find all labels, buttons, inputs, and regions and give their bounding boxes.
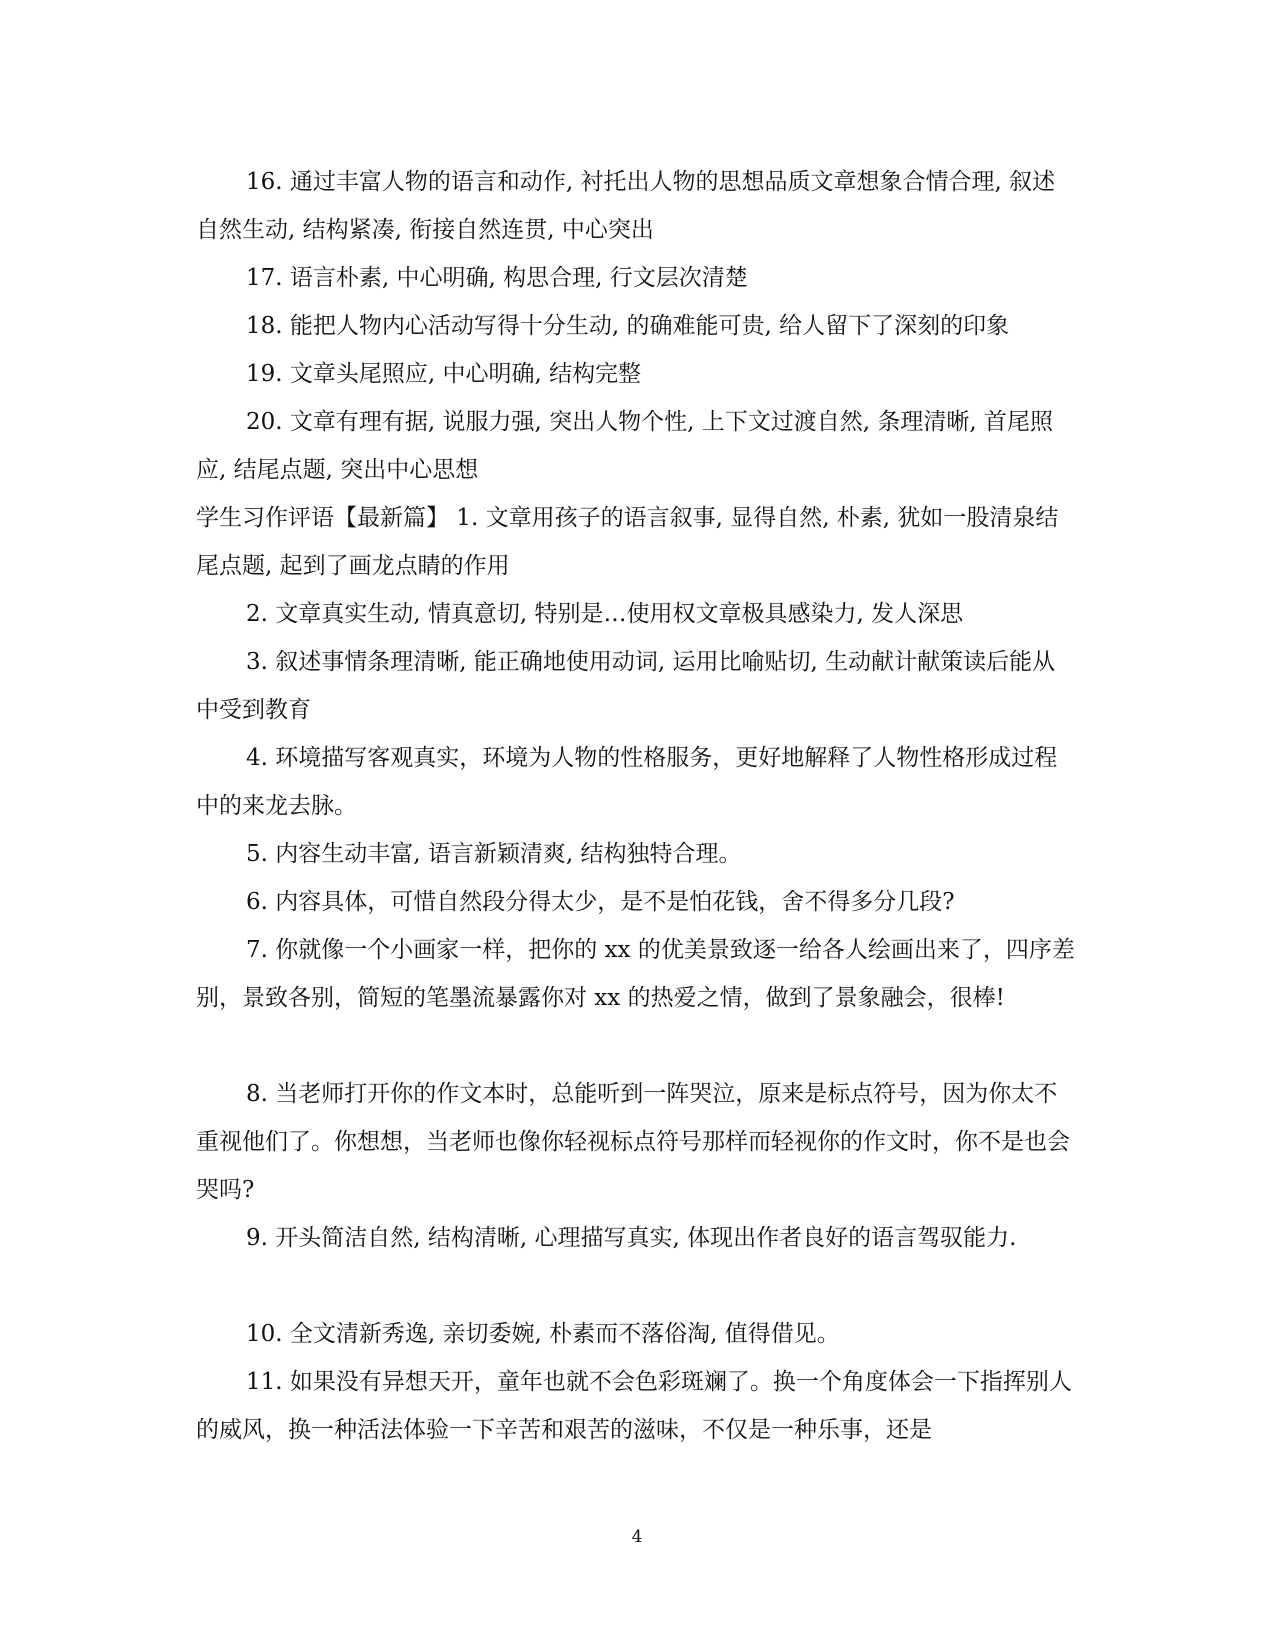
paragraph-5: 5. 内容生动丰富, 语言新颖清爽, 结构独特合理。 <box>246 841 742 867</box>
paragraph-8: 8. 当老师打开你的作文本时，总能听到一阵哭泣，原来是标点符号，因为你太不重视他们了。你想想，当老师也像你轻视标点符号那样而轻视你的作文时，你不是也会哭吗? <box>196 1081 1070 1203</box>
paragraph-6: 6. 内容具体，可惜自然段分得太少，是不是怕花钱，舍不得多分几段? <box>246 889 955 915</box>
paragraph-17: 17. 语言朴素, 中心明确, 构思合理, 行文层次清楚 <box>246 265 748 291</box>
paragraph-16: 16. 通过丰富人物的语言和动作, 衬托出人物的思想品质文章想象合情合理, 叙述自然生动, 结构紧凑, 衔接自然连贯, 中心突出 <box>196 169 1056 243</box>
paragraph-9: 9. 开头简洁自然, 结构清晰, 心理描写真实, 体现出作者良好的语言驾驭能力. <box>246 1225 1017 1251</box>
paragraph-18: 18. 能把人物内心活动写得十分生动, 的确难能可贵, 给人留下了深刻的印象 <box>246 313 1010 339</box>
paragraph-11: 11. 如果没有异想天开，童年也就不会色彩斑斓了。换一个角度体会一下指挥别人的威风，换一种活法体验一下辛苦和艰苦的滋味，不仅是一种乐事，还是 <box>196 1369 1072 1443</box>
paragraph-4: 4. 环境描写客观真实，环境为人物的性格服务，更好地解释了人物性格形成过程中的来龙去脉。 <box>196 745 1058 819</box>
paragraph-10: 10. 全文清新秀逸, 亲切委婉, 朴素而不落俗淘, 值得借见。 <box>246 1321 840 1347</box>
paragraph-2: 2. 文章真实生动, 情真意切, 特别是…使用权文章极具感染力, 发人深思 <box>246 601 964 627</box>
paragraph-20: 20. 文章有理有据, 说服力强, 突出人物个性, 上下文过渡自然, 条理清晰, 首尾照应, 结尾点题, 突出中心思想 <box>196 409 1053 483</box>
paragraph-7: 7. 你就像一个小画家一样，把你的 xx 的优美景致逐一给各人绘画出来了，四序差别，景致各别，简短的笔墨流暴露你对 xx 的热爱之情，做到了景象融会，很棒! <box>196 937 1075 1011</box>
section-heading-paragraph-1: 学生习作评语【最新篇】 1. 文章用孩子的语言叙事, 显得自然, 朴素, 犹如一股清泉结尾点题, 起到了画龙点睛的作用 <box>196 505 1059 579</box>
paragraph-19: 19. 文章头尾照应, 中心明确, 结构完整 <box>246 361 642 387</box>
paragraph-3: 3. 叙述事情条理清晰, 能正确地使用动词, 运用比喻贴切, 生动献计献策读后能从中受到教育 <box>196 649 1056 723</box>
page-number: 4 <box>631 1527 643 1547</box>
